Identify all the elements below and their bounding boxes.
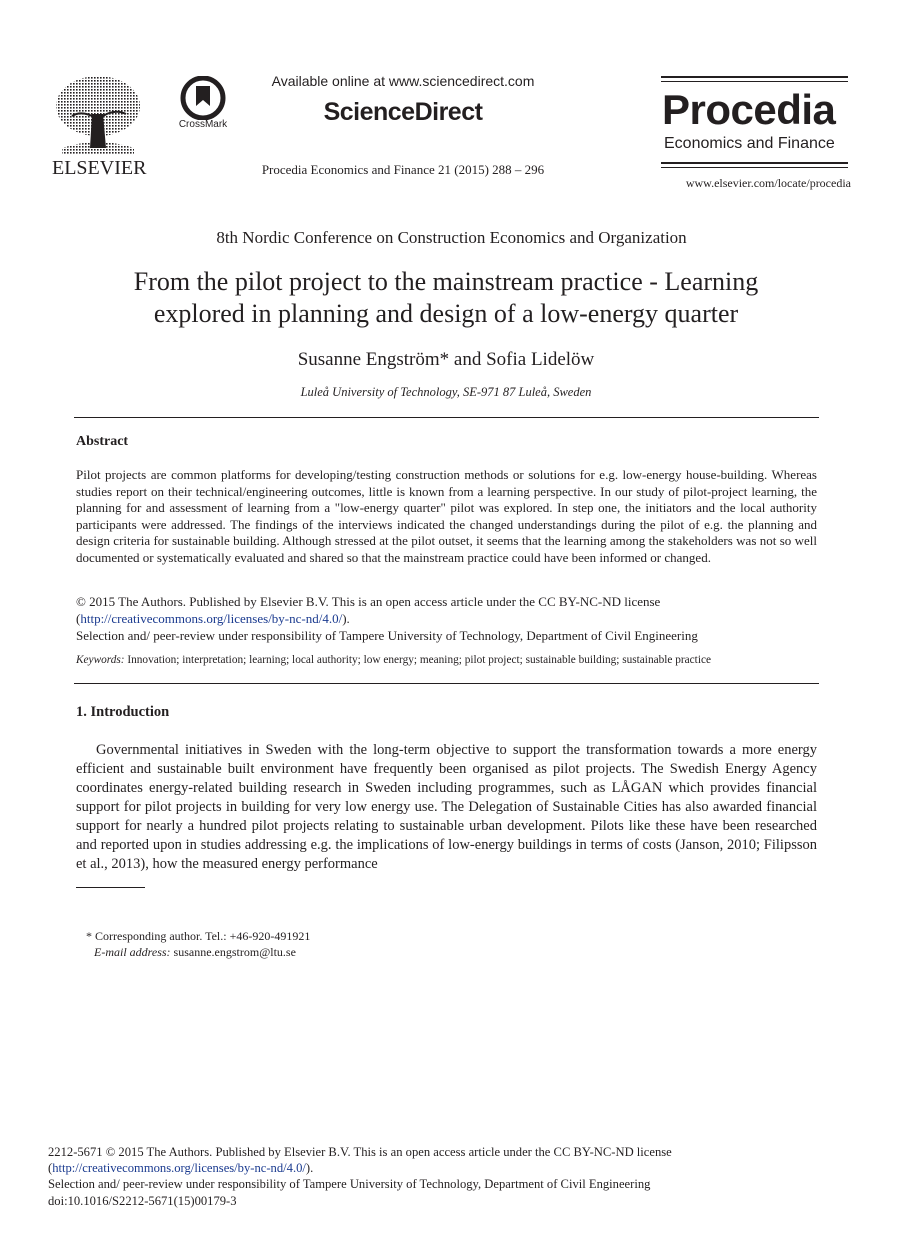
journal-brand-subtitle: Economics and Finance bbox=[664, 135, 835, 152]
license-open: ( bbox=[76, 611, 81, 626]
keywords: Innovation; interpretation; learning; local authority; low energy; meaning; pilot project; sustainable building; sustainable practice bbox=[127, 654, 711, 666]
sciencedirect-brand[interactable]: ScienceDirect bbox=[323, 98, 483, 126]
paper-title-line-2: explored in planning and design of a low-energy quarter bbox=[153, 299, 739, 328]
introduction-paragraph: Governmental initiatives in Sweden with the long-term objective to support the transformation towards a more energy efficient and sustainable built environment have frequently been organised as pilot projects. The Swedish Energy Agency coordinates energy-related building research in Sweden including programmes, such as LÅGAN which provides financial support for pilot projects in building for very low energy use. The Delegation of Sustainable Cities has also awarded financial support for nearly a hundred pilot projects relating to sustainable urban development. Pilots like these have been researched and reported upon in studies addressing e.g. the implications of low-energy buildings in terms of costs (Janson, 2010; Filipsson et al., 2013), how the measured energy performance bbox=[76, 742, 817, 872]
footnote-email-line bbox=[94, 945, 296, 960]
keywords-line bbox=[76, 654, 711, 666]
available-online[interactable]: Available online at www.sciencedirect.com bbox=[271, 73, 535, 89]
abstract-bottom-rule bbox=[74, 683, 819, 684]
license-line bbox=[76, 611, 350, 627]
abstract-heading: Abstract bbox=[76, 434, 129, 449]
footer-peer-review: Selection and/ peer-review under responsibility of Tampere University of Technology, Department of Civil Engineering bbox=[48, 1177, 651, 1191]
elsevier-tree-logo bbox=[52, 74, 144, 158]
journal-url[interactable]: www.elsevier.com/locate/procedia bbox=[685, 176, 851, 190]
footer-license-link[interactable]: http://creativecommons.org/licenses/by-nc-nd/4.0/ bbox=[52, 1161, 306, 1175]
journal-citation: Procedia Economics and Finance 21 (2015) 288 – 296 bbox=[261, 162, 545, 177]
footer-license-close: ). bbox=[305, 1161, 314, 1175]
brand-top-rule-2 bbox=[661, 81, 848, 82]
paper-title-line-1: From the pilot project to the mainstream practice - Learning bbox=[133, 267, 759, 296]
footer-license-line bbox=[48, 1161, 313, 1176]
footer-license-open: ( bbox=[48, 1161, 53, 1175]
abstract-body: Pilot projects are common platforms for developing/testing construction methods or solutions for e.g. low-energy house-building. Whereas studies report on their technical/engineering outcomes, little is known from a learning perspective. In our study of pilot-project learning, the planning for and assessment of learning from a "low-energy quarter" pilot was explored. In step one, the initiators and the local authority participants were addressed. The findings of the interviews indicated the changed understandings during the pilot of e.g. the planning and design criteria for sustainable building. Although stressed at the pilot outset, it seems that the learning among the stakeholders was not so well documented or systematically evaluated and shared so that the mainstream practice could have been informed or changed. bbox=[76, 467, 817, 565]
authors: Susanne Engström* and Sofia Lidelöw bbox=[297, 349, 595, 370]
abstract-top-rule bbox=[74, 417, 819, 418]
affiliation: Luleå University of Technology, SE-971 87 Luleå, Sweden bbox=[300, 385, 592, 399]
footnote-corresponding: * Corresponding author. Tel.: +46-920-491921 bbox=[86, 929, 311, 943]
introduction-heading: 1. Introduction bbox=[76, 704, 170, 720]
journal-brand-title: Procedia bbox=[662, 86, 836, 133]
copyright-line: © 2015 The Authors. Published by Elsevier B.V. This is an open access article under the CC BY-NC-ND license bbox=[76, 594, 661, 609]
peer-review-line: Selection and/ peer-review under responsibility of Tampere University of Technology, Department of Civil Engineering bbox=[76, 628, 698, 643]
footer-issn-line: 2212-5671 © 2015 The Authors. Published by Elsevier B.V. This is an open access article under the CC BY-NC-ND license bbox=[48, 1145, 672, 1159]
keywords-label: Keywords: bbox=[76, 654, 125, 666]
license-link[interactable]: http://creativecommons.org/licenses/by-nc-nd/4.0/ bbox=[80, 611, 343, 626]
publisher-wordmark: ELSEVIER bbox=[52, 157, 147, 179]
brand-top-rule bbox=[661, 76, 848, 78]
footer-doi[interactable]: doi:10.1016/S2212-5671(15)00179-3 bbox=[48, 1194, 237, 1208]
email-address[interactable]: susanne.engstrom@ltu.se bbox=[173, 945, 296, 959]
conference-name: 8th Nordic Conference on Construction Economics and Organization bbox=[216, 228, 687, 247]
license-close: ). bbox=[342, 611, 350, 626]
brand-bottom-rule-2 bbox=[661, 167, 848, 168]
brand-bottom-rule bbox=[661, 162, 848, 164]
crossmark-label: CrossMark bbox=[178, 119, 228, 130]
email-label: E-mail address: bbox=[94, 945, 171, 959]
footnote-separator bbox=[76, 887, 145, 888]
